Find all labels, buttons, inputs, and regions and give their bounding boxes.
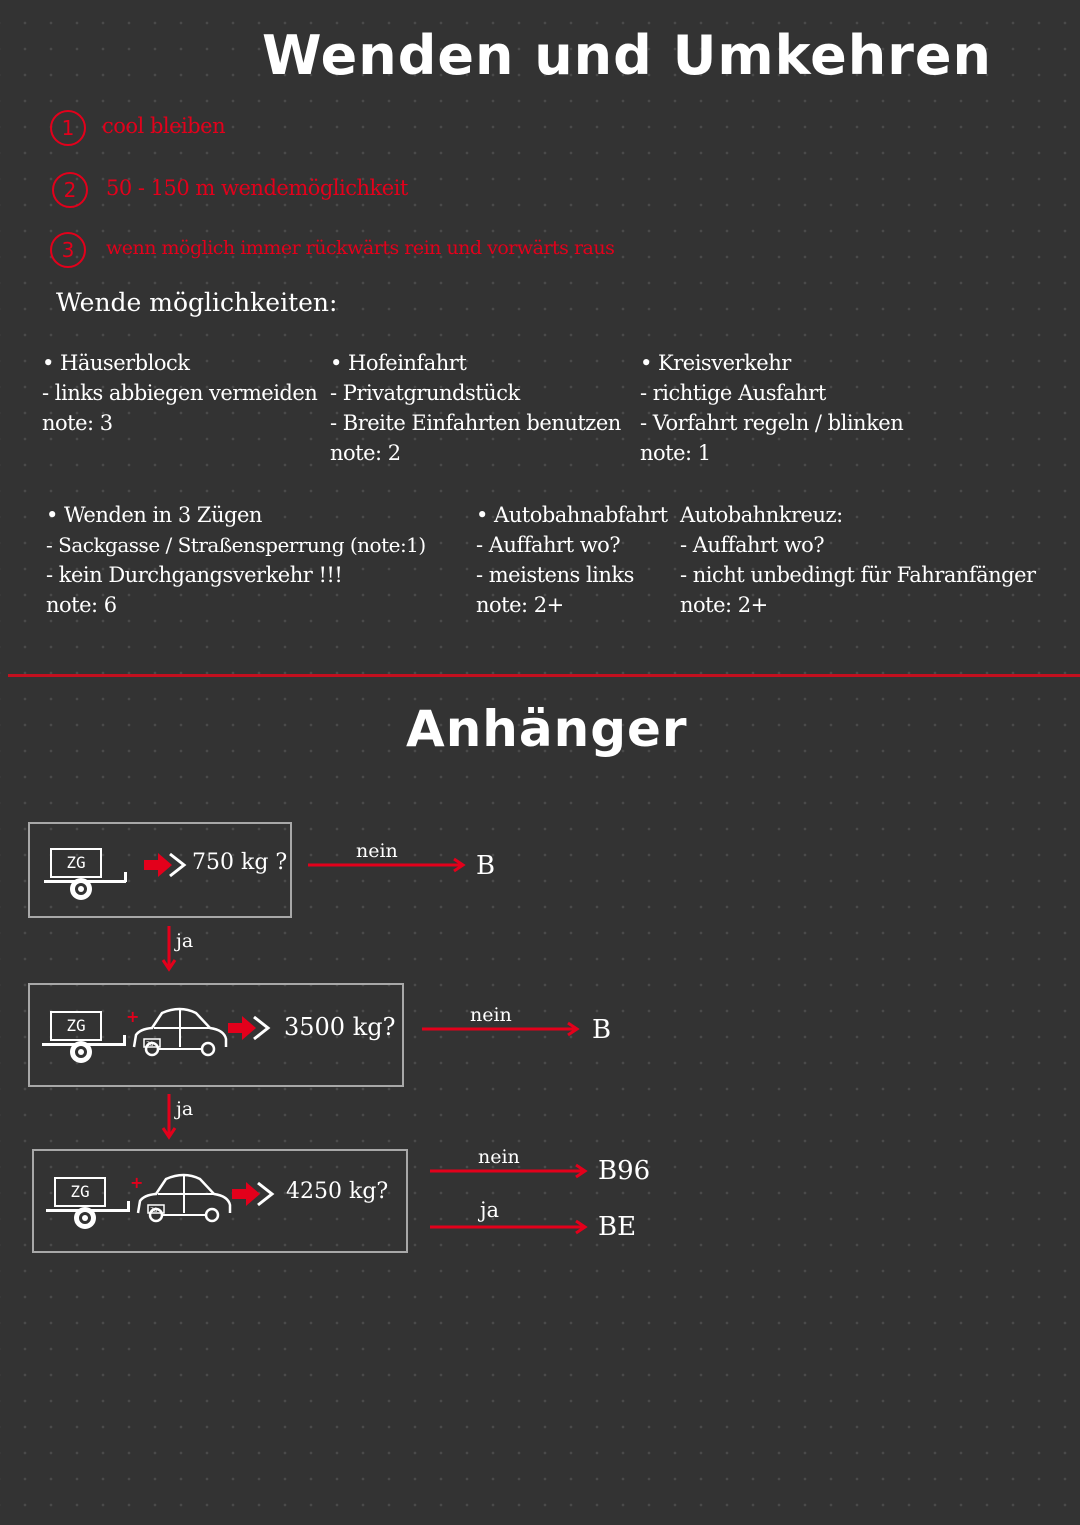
option-line: - kein Durchgangsverkehr !!! <box>46 563 343 587</box>
weight-question: 750 kg ? <box>192 850 288 875</box>
yes-label: ja <box>176 930 194 952</box>
result-license: B <box>592 1015 612 1045</box>
rule-text: wenn möglich immer rückwärts rein und vorwärts raus <box>106 237 615 259</box>
option-line: - Privatgrundstück <box>330 381 520 405</box>
plus-sign: + <box>126 1007 140 1026</box>
car-icon <box>130 1003 230 1059</box>
option-line: • Wenden in 3 Zügen <box>46 503 262 527</box>
flow-box-3500 <box>28 983 404 1087</box>
page-title: Wenden und Umkehren <box>262 24 992 87</box>
trailer-label: ZG <box>50 1011 102 1041</box>
option-line: - Vorfahrt regeln / blinken <box>640 411 904 435</box>
option-line: - links abbiegen vermeiden <box>42 381 318 405</box>
result-license: BE <box>598 1212 637 1242</box>
trailer-label: ZG <box>54 1177 106 1207</box>
no-label: nein <box>470 1004 512 1026</box>
option-line: Autobahnkreuz: <box>680 503 843 527</box>
red-arrow-icon <box>226 1013 272 1043</box>
option-wenden-3-zuegen <box>46 500 426 620</box>
no-arrow-icon <box>306 856 468 874</box>
option-line: • Häuserblock <box>42 351 190 375</box>
no-label: nein <box>478 1146 520 1168</box>
subheading: Wende möglichkeiten: <box>56 288 338 317</box>
red-arrow-icon <box>230 1179 276 1209</box>
rule-number: 1 <box>50 110 86 146</box>
weight-question: 4250 kg? <box>286 1179 389 1204</box>
flow-box-4250 <box>32 1149 408 1253</box>
yes-arrow-icon <box>428 1218 590 1236</box>
option-line: note: 3 <box>42 411 113 435</box>
rule-number: 3 <box>50 232 86 268</box>
option-line: note: 2 <box>330 441 401 465</box>
option-kreisverkehr <box>640 348 903 468</box>
plus-sign: + <box>130 1173 144 1192</box>
section-divider <box>8 674 1080 677</box>
option-line: - Sackgasse / Straßensperrung (note:1) <box>46 533 426 557</box>
option-line: note: 6 <box>46 593 117 617</box>
option-line: - meistens links <box>476 563 634 587</box>
option-line: note: 2+ <box>680 593 768 617</box>
no-arrow-icon <box>420 1020 582 1038</box>
car-label: ZG <box>150 1207 158 1214</box>
option-line: - nicht unbedingt für Fahranfänger <box>680 563 1036 587</box>
option-line: • Hofeinfahrt <box>330 351 467 375</box>
option-line: note: 2+ <box>476 593 564 617</box>
option-line: - Auffahrt wo? <box>476 533 621 557</box>
option-line: - Auffahrt wo? <box>680 533 825 557</box>
no-label: nein <box>356 840 398 862</box>
rule-text: 50 - 150 m wendemöglichkeit <box>106 176 408 200</box>
no-arrow-icon <box>428 1162 590 1180</box>
option-line: • Kreisverkehr <box>640 351 791 375</box>
section-title: Anhänger <box>406 700 688 758</box>
option-line: - Breite Einfahrten benutzen <box>330 411 621 435</box>
red-arrow-icon <box>142 850 188 880</box>
option-line: - richtige Ausfahrt <box>640 381 826 405</box>
car-icon <box>134 1169 234 1225</box>
option-autobahnkreuz <box>680 500 1036 620</box>
option-line: note: 1 <box>640 441 711 465</box>
option-hofeinfahrt <box>330 348 621 468</box>
trailer-label: ZG <box>50 848 102 878</box>
result-license: B <box>476 851 496 881</box>
weight-question: 3500 kg? <box>284 1013 396 1041</box>
rule-number: 2 <box>52 172 88 208</box>
rule-text: cool bleiben <box>102 114 226 138</box>
yes-label: ja <box>480 1198 500 1222</box>
option-autobahnabfahrt <box>476 500 668 620</box>
result-license: B96 <box>598 1156 651 1186</box>
car-label: ZG <box>146 1041 154 1048</box>
flow-box-750 <box>28 822 292 918</box>
option-line: • Autobahnabfahrt <box>476 503 668 527</box>
yes-label: ja <box>176 1098 194 1120</box>
option-haeuserblock <box>42 348 317 438</box>
